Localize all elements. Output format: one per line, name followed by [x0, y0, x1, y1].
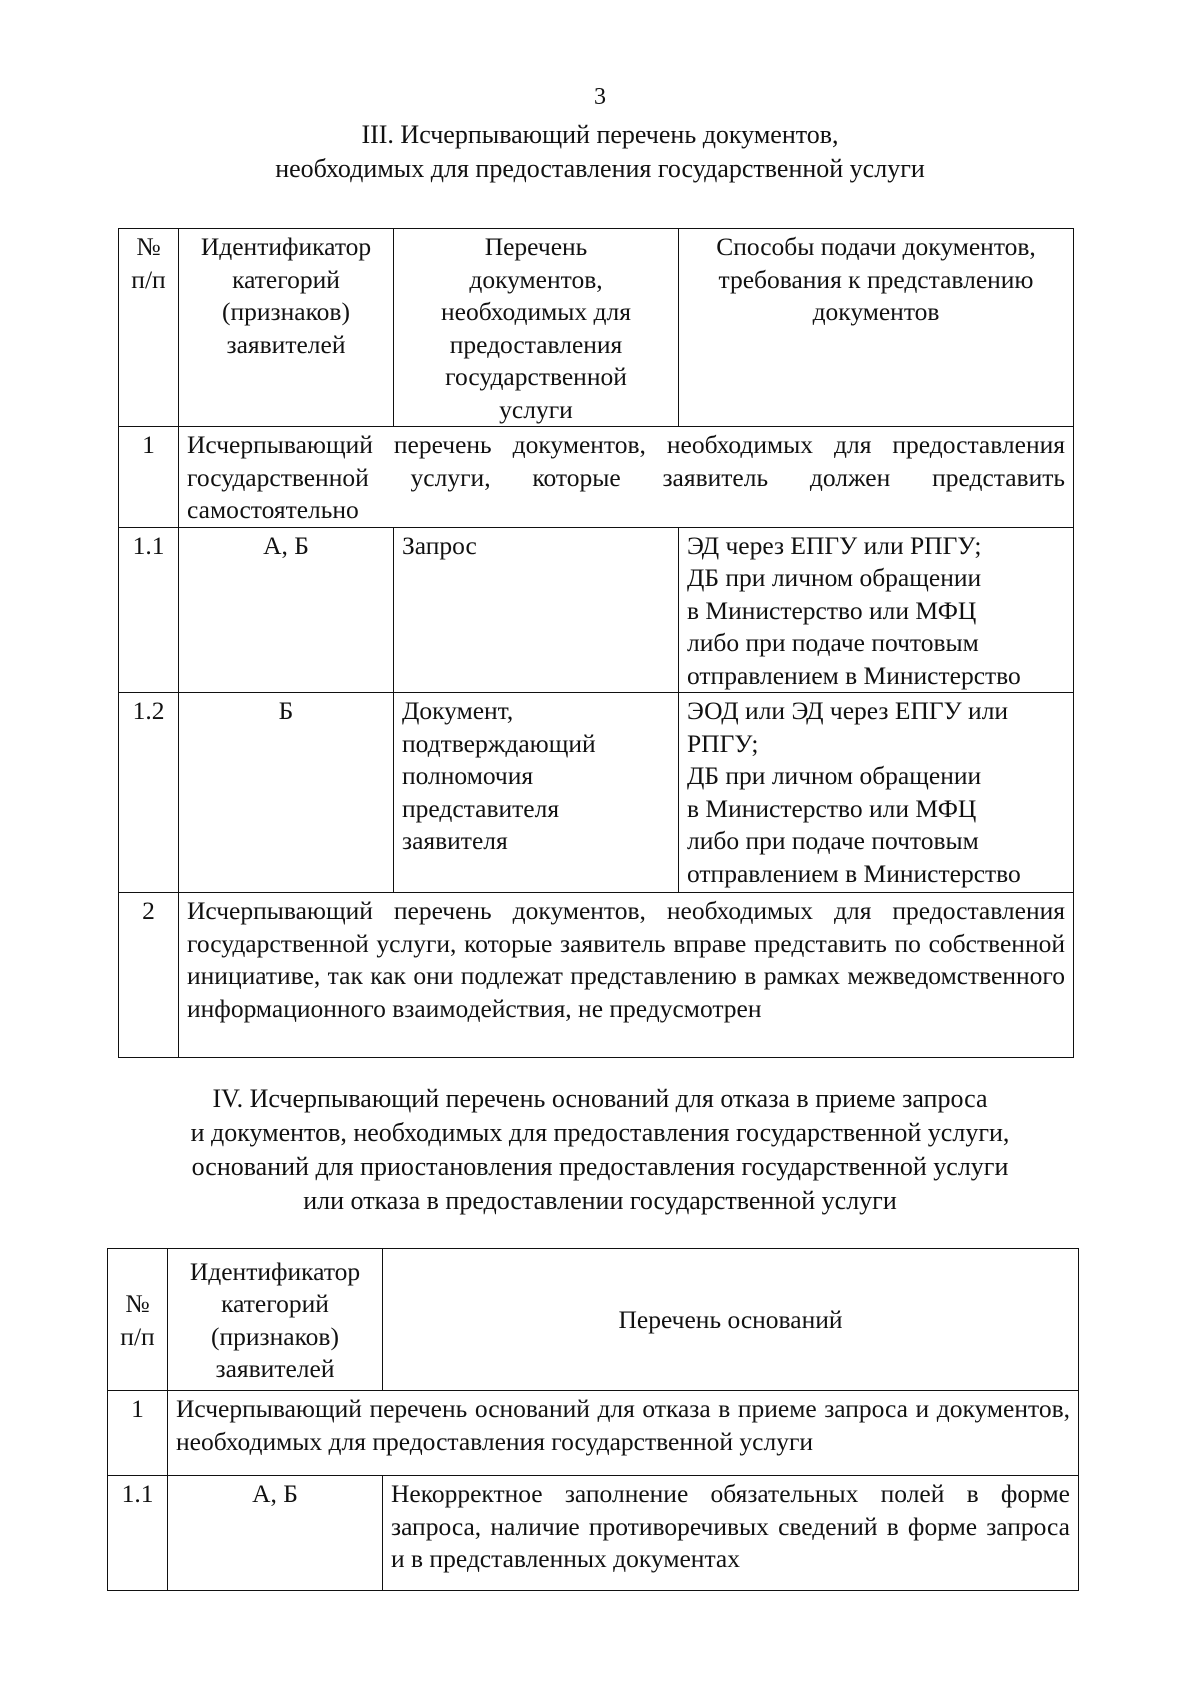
header-text: Способы подачи документов,: [716, 232, 1036, 261]
table-row: [119, 693, 1074, 893]
header-text: документов: [812, 297, 940, 326]
cell-line: отправлением в Министерство: [687, 660, 1021, 690]
section-3-title-line: необходимых для предоставления государственной услуги: [275, 154, 925, 183]
header-num: [108, 1249, 168, 1391]
row-methods: [679, 527, 1074, 693]
header-text: (признаков): [222, 297, 350, 326]
cell-line: отправлением в Министерство: [687, 858, 1021, 888]
row-text: Некорректное заполнение обязательных полей в форме запроса, наличие противоречивых сведений в форме запроса и в представленных документах: [383, 1476, 1079, 1591]
cell-line: в Министерство или МФЦ: [687, 793, 977, 823]
row-num: 1.2: [119, 693, 179, 893]
header-text: услуги: [499, 394, 573, 424]
section-3-title: [0, 118, 1200, 186]
table-row: [108, 1391, 1079, 1476]
header-text: п/п: [131, 264, 166, 294]
table-header-row: [108, 1249, 1079, 1391]
section-4-title-line: и документов, необходимых для предоставления государственной услуги,: [190, 1118, 1010, 1147]
cell-line: РПГУ;: [687, 728, 759, 758]
cell-line: заявителя: [402, 826, 508, 855]
cell-line: подтверждающий: [402, 728, 596, 758]
table-row: [119, 427, 1074, 528]
cell-line: полномочия: [402, 761, 534, 790]
grounds-table: [107, 1248, 1079, 1591]
table-header-row: [119, 229, 1074, 427]
cell-line: представителя: [402, 793, 560, 823]
row-text: Исчерпывающий перечень документов, необходимых для предоставления государственной услуги, которые заявитель должен представить самостоятельно: [179, 427, 1074, 528]
cell-line: в Министерство или МФЦ: [687, 595, 977, 625]
section-4-title: [0, 1082, 1200, 1218]
header-num: [119, 229, 179, 427]
header-text: категорий: [221, 1289, 329, 1318]
cell-line: либо при подаче почтовым: [687, 826, 979, 855]
row-category: Б: [179, 693, 394, 893]
table-row: [108, 1476, 1079, 1591]
row-document: [394, 527, 679, 693]
row-methods: [679, 693, 1074, 893]
header-text: №: [136, 232, 161, 261]
cell-line: ДБ при личном обращении: [687, 563, 982, 592]
header-text: необходимых для: [441, 297, 631, 326]
cell-line: ЭОД или ЭД через ЕПГУ или: [687, 696, 1009, 725]
header-category: [179, 229, 394, 427]
row-text: Исчерпывающий перечень документов, необходимых для предоставления государственной услуги, которые заявитель вправе представить по собственной инициативе, так как они подлежат представлению в рамках межведомственного информационного взаимодействия, не предусмотрен: [179, 893, 1074, 1058]
row-num: 1.1: [108, 1476, 168, 1591]
header-text: п/п: [120, 1321, 155, 1351]
header-text: Перечень: [484, 232, 588, 261]
header-documents: [394, 229, 679, 427]
row-category: А, Б: [179, 527, 394, 693]
header-text: государственной: [445, 362, 627, 391]
table-row: [119, 527, 1074, 693]
row-num: 2: [119, 893, 179, 1058]
section-3-title-line: III. Исчерпывающий перечень документов,: [361, 120, 839, 149]
header-text: №: [125, 1289, 150, 1318]
row-num: 1.1: [119, 527, 179, 693]
row-category: А, Б: [168, 1476, 383, 1591]
header-text: Идентификатор: [189, 1256, 361, 1286]
cell-line: либо при подаче почтовым: [687, 628, 979, 657]
section-4-title-line: оснований для приостановления предоставления государственной услуги: [191, 1152, 1009, 1181]
cell-line: ДБ при личном обращении: [687, 761, 982, 790]
section-4-title-line: IV. Исчерпывающий перечень оснований для отказа в приеме запроса: [212, 1084, 988, 1113]
header-text: документов,: [469, 264, 603, 294]
row-text: Исчерпывающий перечень оснований для отказа в приеме запроса и документов, необходимых для предоставления государственной услуги: [168, 1391, 1079, 1476]
header-text: Идентификатор: [200, 232, 372, 261]
documents-table: [118, 228, 1074, 1058]
header-text: заявителей: [215, 1354, 335, 1383]
row-document: [394, 693, 679, 893]
table-row: [119, 893, 1074, 1058]
header-text: заявителей: [226, 329, 346, 359]
cell-line: ЭД через ЕПГУ или РПГУ;: [687, 530, 982, 560]
row-num: 1: [119, 427, 179, 528]
header-methods: [679, 229, 1074, 427]
header-category: [168, 1249, 383, 1391]
row-num: 1: [108, 1391, 168, 1476]
cell-line: Документ,: [402, 696, 514, 725]
cell-line: Запрос: [402, 530, 477, 560]
header-grounds: Перечень оснований: [383, 1249, 1079, 1391]
header-text: требования к представлению: [718, 264, 1034, 294]
header-text: (признаков): [211, 1321, 339, 1351]
section-4-title-line: или отказа в предоставлении государственной услуги: [303, 1186, 897, 1215]
header-text: категорий: [232, 264, 340, 294]
header-text: предоставления: [449, 329, 623, 359]
page-number: 3: [594, 84, 606, 110]
